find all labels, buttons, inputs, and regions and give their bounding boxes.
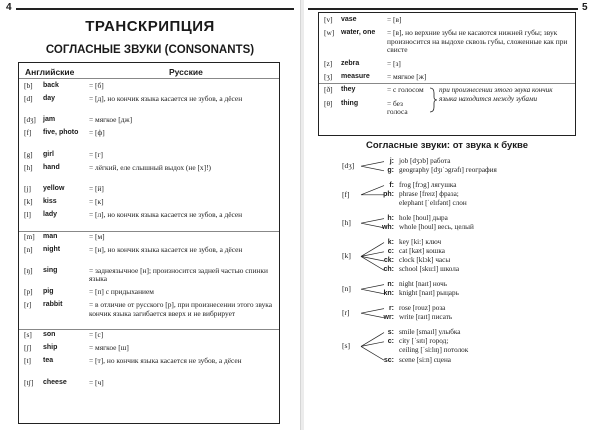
example-word: pig — [43, 288, 54, 296]
letter-combination: j: — [389, 158, 394, 165]
example-text: write [raɪt] писать — [399, 313, 453, 322]
example-word: son — [43, 331, 56, 339]
pronunciation-note: = [в] — [387, 15, 402, 24]
example-line — [370, 328, 460, 337]
letter-combination: wh: — [381, 224, 394, 232]
example-word: cheese — [43, 378, 67, 386]
phoneme-symbol: [θ] — [324, 98, 333, 108]
example-word: zebra — [341, 59, 360, 67]
letter-combination: sc: — [383, 356, 394, 364]
pronunciation-note: = [с] — [89, 330, 104, 340]
phoneme-symbol: [n] — [24, 244, 33, 254]
example-word: night — [43, 245, 61, 253]
pronunciation-note: = [г] — [89, 149, 103, 159]
sound-label: [h] — [342, 218, 351, 228]
example-line — [370, 346, 468, 355]
letter-combination: n: — [387, 281, 394, 289]
pronunciation-note: = [к] — [89, 197, 104, 207]
letter-combination: ck: — [383, 257, 394, 265]
sound-group — [304, 157, 594, 175]
phoneme-symbol: [s] — [24, 330, 32, 340]
example-line — [370, 265, 459, 274]
phoneme-symbol: [b] — [24, 81, 33, 90]
page-number-right: 5 — [582, 2, 588, 13]
example-line — [370, 304, 445, 313]
letter-combination: ph: — [383, 191, 394, 199]
example-text: scene [si:n] сцена — [399, 355, 451, 364]
example-text: key [ki:] ключ — [399, 237, 442, 246]
example-word: thing — [341, 99, 359, 107]
phoneme-symbol: [h] — [24, 162, 33, 172]
phoneme-symbol: [j] — [24, 184, 31, 194]
example-text: frog [frɔg] лягушка — [399, 180, 457, 189]
example-word: tea — [43, 357, 54, 365]
example-word: yellow — [43, 185, 65, 193]
example-line — [370, 256, 450, 265]
pronunciation-note: = [л], но кончик языка касается не зубов, а дёсен — [89, 210, 243, 220]
section-subtitle: СОГЛАСНЫЕ ЗВУКИ (CONSONANTS) — [45, 44, 255, 56]
example-line — [370, 247, 445, 256]
consonants-table-continued — [318, 12, 576, 136]
phoneme-symbol: [g] — [24, 149, 33, 159]
phoneme-symbol: [f] — [24, 128, 32, 138]
pronunciation-note: = мягкое [ш] — [89, 343, 129, 353]
example-line — [370, 157, 451, 166]
phoneme-symbol: [dʒ] — [24, 115, 36, 125]
example-word: measure — [341, 73, 370, 80]
th-pronunciation-note: при произнесении этого звука кончик языка находится между зубами — [439, 86, 553, 103]
phoneme-symbol: [l] — [24, 210, 31, 220]
phoneme-symbol: [m] — [24, 231, 35, 241]
example-text: smile [smaɪl] улыбка — [399, 328, 461, 336]
example-word: lady — [43, 211, 58, 219]
pronunciation-note: = [й] — [89, 184, 104, 194]
example-text: whole [houl] весь, целый — [399, 223, 474, 232]
example-word: rabbit — [43, 301, 63, 309]
sound-label: [n] — [342, 284, 351, 294]
sound-group — [304, 328, 594, 365]
pronunciation-note: = в отличие от русского [р], при произнесении этого звука кончик языка загибается вверх и не вибрирует — [89, 300, 273, 318]
example-line — [370, 199, 467, 208]
phoneme-symbol: [w] — [324, 28, 335, 38]
pronunciation-note: = [п] с придыханием — [89, 287, 154, 297]
example-line — [370, 238, 441, 247]
example-word: jam — [43, 116, 56, 124]
example-line — [370, 190, 459, 199]
brace-icon — [429, 87, 437, 113]
phoneme-symbol: [tʃ] — [24, 377, 34, 387]
phoneme-symbol: [k] — [24, 197, 33, 207]
pronunciation-note: = лёгкий, еле слышный выдох (не [х]!) — [89, 162, 212, 172]
section-title: Согласные звуки: от звука к букве — [365, 140, 529, 151]
pronunciation-note: = [м] — [89, 231, 105, 241]
page-title: ТРАНСКРИПЦИЯ — [85, 18, 215, 35]
example-line — [370, 181, 456, 190]
example-word: water, one — [341, 29, 376, 37]
phoneme-symbol: [r] — [24, 300, 32, 310]
pronunciation-note: = [н], но кончик языка касается не зубов, а дёсен — [89, 244, 243, 254]
pronunciation-note: = [б] — [89, 81, 104, 90]
header-rule — [16, 8, 294, 10]
header-rule — [308, 8, 578, 10]
pronunciation-note: = [ф] — [89, 128, 105, 138]
example-text: job [dʒɔb] работа — [399, 157, 451, 165]
example-word: ship — [43, 344, 58, 352]
pronunciation-note: = без голоса — [387, 98, 408, 117]
sound-group — [304, 280, 594, 298]
example-word: hand — [43, 163, 60, 171]
sound-group — [304, 304, 594, 322]
example-word: man — [43, 232, 58, 240]
pronunciation-note: = [з] — [387, 58, 401, 68]
sound-label: [k] — [342, 251, 351, 261]
divider — [19, 231, 279, 232]
divider — [319, 83, 575, 84]
example-word: kiss — [43, 198, 57, 206]
divider — [19, 78, 279, 79]
phoneme-symbol: [p] — [24, 287, 33, 297]
example-word: girl — [43, 150, 54, 158]
phoneme-symbol: [ŋ] — [24, 266, 33, 275]
pronunciation-note: = мягкое [ж] — [387, 72, 427, 81]
sound-label: [dʒ] — [342, 161, 355, 171]
example-text: cat [kæt] кошка — [399, 247, 445, 256]
pronunciation-note: = заднеязычное [н]; произносится задней частью спинки языка — [89, 266, 268, 284]
sound-label: [r] — [342, 308, 350, 318]
letter-combination: g: — [387, 167, 394, 175]
phoneme-symbol: [ʃ] — [24, 343, 32, 353]
sound-label: [s] — [342, 341, 351, 351]
example-text: geography [dʒɪˈɔgrəfɪ] география — [399, 166, 497, 175]
sound-group — [304, 181, 594, 209]
sound-label: [f] — [342, 189, 350, 199]
letter-combination: r: — [388, 305, 394, 313]
example-word: back — [43, 82, 59, 89]
example-line — [370, 313, 452, 322]
letter-combination: c: — [387, 248, 394, 256]
phoneme-symbol: [ð] — [324, 85, 333, 95]
example-word: they — [341, 86, 356, 94]
phoneme-symbol: [t] — [24, 356, 31, 366]
pronunciation-note: = [ч] — [89, 377, 104, 387]
pronunciation-note: = [в], но верхние зубы не касаются нижней губы; звук произносится на выдохе сквозь губы, сложенные как при свисте — [387, 28, 568, 55]
phoneme-symbol: [ʒ] — [324, 72, 333, 81]
letter-combination: k: — [387, 238, 394, 246]
example-text: ceiling [ˈsi:lɪŋ] потолок — [399, 346, 469, 355]
example-text: night [naɪt] ночь — [399, 280, 448, 289]
example-text: rose [rouz] роза — [399, 304, 446, 313]
example-word: day — [43, 95, 56, 102]
example-word: sing — [43, 267, 58, 274]
example-line — [370, 289, 459, 298]
example-text: knight [naɪt] рыцарь — [399, 289, 459, 298]
example-line — [370, 166, 497, 175]
letter-combination: s: — [387, 329, 394, 336]
example-word: five, photo — [43, 129, 79, 137]
phoneme-symbol: [d] — [24, 94, 33, 103]
right-page — [304, 0, 597, 430]
example-text: hole [houl] дыра — [399, 214, 448, 222]
example-word: vase — [341, 16, 357, 23]
letter-combination: wr: — [383, 314, 394, 322]
pronunciation-note: = с голосом — [387, 85, 424, 95]
letter-combination: f: — [389, 181, 394, 189]
example-text: phrase [freɪz] фраза; — [399, 190, 459, 199]
pronunciation-note: = мягкое [дж] — [89, 115, 133, 125]
example-line — [370, 337, 448, 346]
letter-combination: c: — [387, 338, 394, 346]
pronunciation-note: = [т], но кончик языка касается не зубов, а дёсен — [89, 356, 242, 366]
pronunciation-note: = [д], но кончик языка касается не зубов, а дёсен — [89, 94, 243, 103]
divider — [19, 329, 279, 330]
example-text: school [sku:l] школа — [399, 265, 460, 274]
example-line — [370, 356, 451, 365]
letter-combination: ch: — [383, 266, 394, 274]
column-header-russian: Русские — [169, 67, 203, 77]
phoneme-symbol: [z] — [324, 58, 333, 68]
example-text: city [ˈsɪtɪ] город; — [399, 337, 449, 346]
sound-group — [304, 214, 594, 232]
example-text: clock [klɔk] часы — [399, 256, 451, 265]
letter-combination: h: — [387, 215, 394, 222]
sound-group — [304, 238, 594, 275]
letter-combination: kn: — [383, 290, 394, 298]
column-header-english: Английские — [25, 67, 75, 77]
phoneme-symbol: [v] — [324, 15, 333, 24]
page-number-left: 4 — [6, 2, 12, 13]
example-line — [370, 223, 474, 232]
example-line — [370, 280, 447, 289]
example-text: elephant [ˈelɪfənt] слон — [399, 199, 467, 208]
consonants-table — [18, 62, 280, 424]
example-line — [370, 214, 448, 223]
